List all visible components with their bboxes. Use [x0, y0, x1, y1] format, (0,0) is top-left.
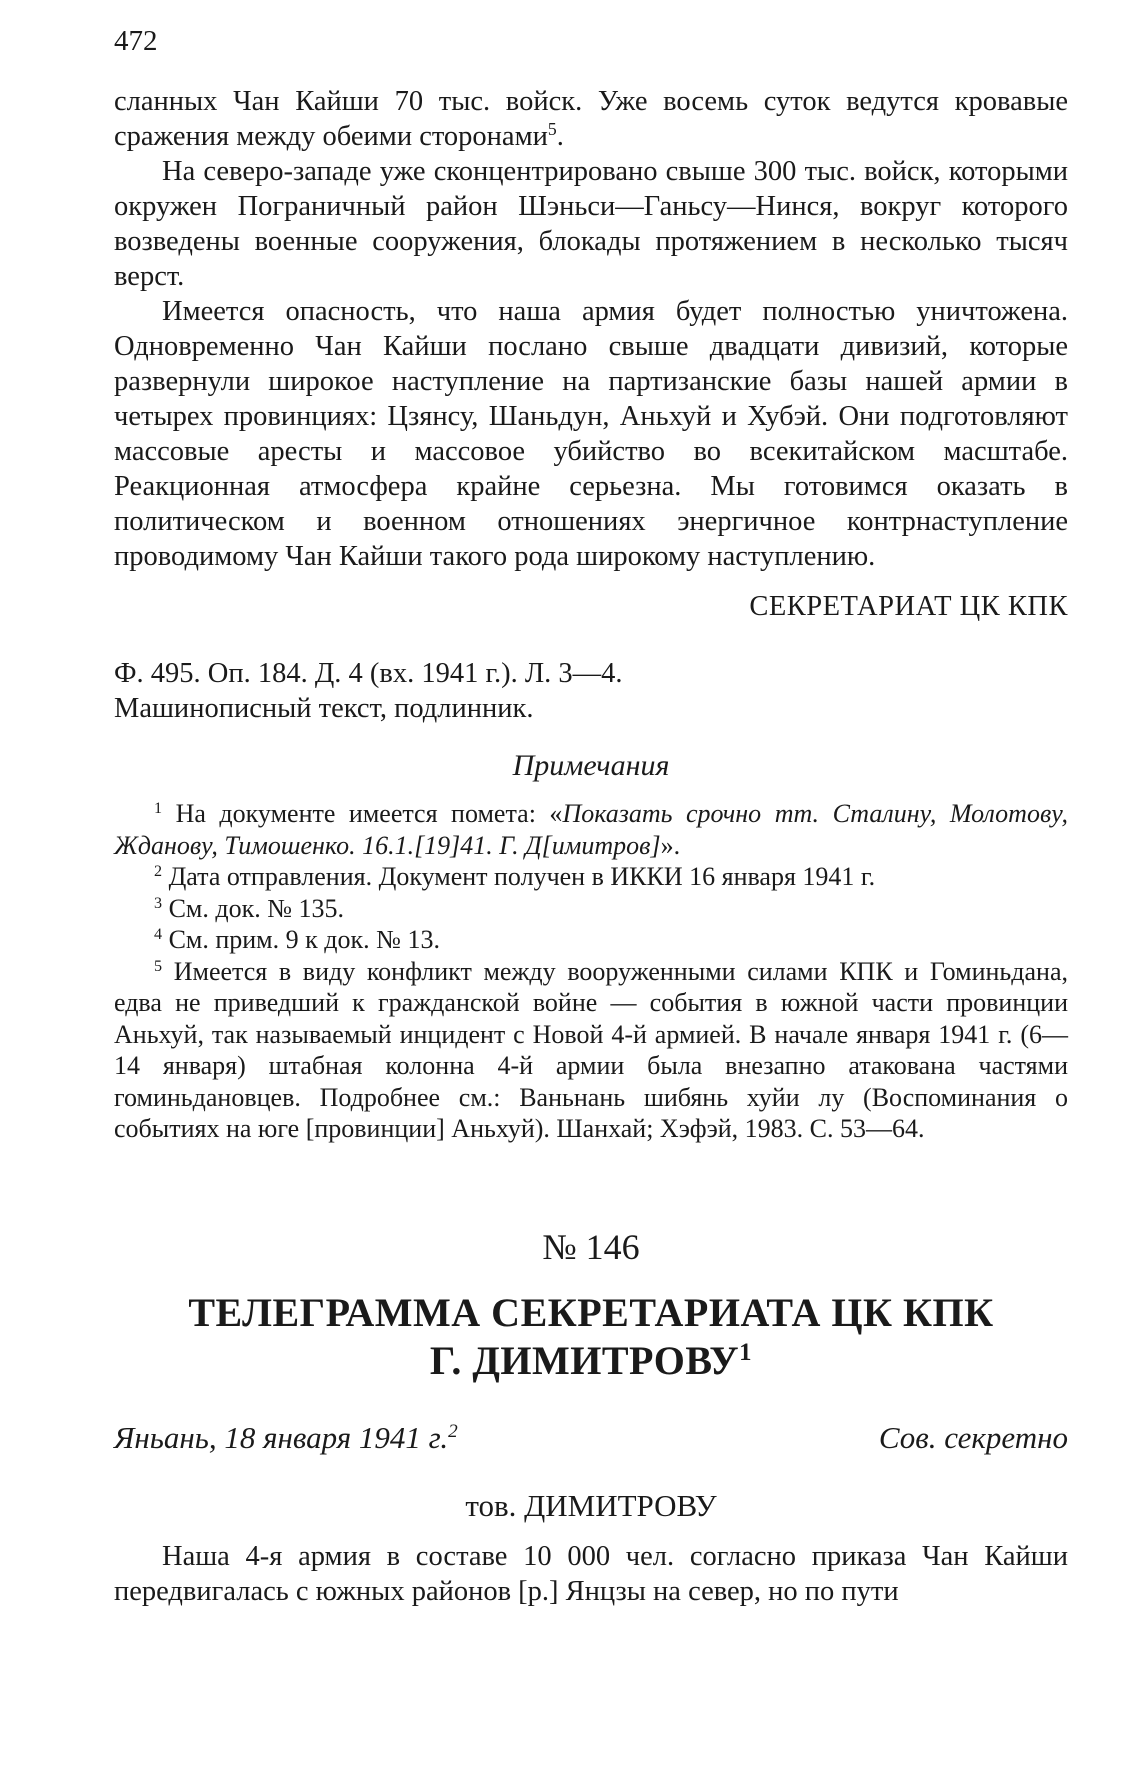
note-4-number: 4 — [154, 926, 163, 944]
title-footnote-ref: 1 — [739, 1338, 753, 1366]
note-1 — [114, 798, 1068, 861]
signature: СЕКРЕТАРИАТ ЦК КПК — [749, 591, 1068, 622]
note-1-number: 1 — [154, 800, 163, 818]
document-title-line-2 — [114, 1337, 1068, 1385]
note-5 — [114, 956, 1068, 1145]
note-3-text: См. док. № 135. — [168, 893, 345, 923]
note-1-tail: ». — [660, 830, 681, 860]
document-title — [114, 1289, 1068, 1385]
archive-reference — [114, 656, 1068, 726]
note-4 — [114, 924, 1068, 956]
notes-title: Примечания — [512, 749, 670, 782]
paragraph-1 — [114, 84, 1068, 154]
classification: Сов. секретно — [878, 1419, 1068, 1455]
document-title-line-1: ТЕЛЕГРАММА СЕКРЕТАРИАТА ЦК КПК — [188, 1289, 994, 1335]
paragraph-1-text: сланных Чан Кайши 70 тыс. войск. Уже восемь суток ведутся кровавые сражения между обеими сторонами — [114, 86, 1068, 152]
archive-ref-line: Ф. 495. Оп. 184. Д. 4 (вх. 1941 г.). Л. 3—4. — [114, 658, 623, 689]
note-2 — [114, 861, 1068, 893]
document-number: № 146 — [542, 1226, 640, 1267]
archive-type-line: Машинописный текст, подлинник. — [114, 693, 534, 724]
document-meta — [114, 1419, 1068, 1457]
document-body-paragraph: Наша 4-я армия в составе 10 000 чел. согласно приказа Чан Кайши передвигалась с южных районов [р.] Янцзы на север, но по пути — [114, 1540, 1068, 1607]
document-body — [114, 1539, 1068, 1609]
note-5-number: 5 — [154, 957, 163, 975]
note-2-text: Дата отправления. Документ получен в ИККИ 16 января 1941 г. — [168, 862, 876, 891]
footnote-ref-5: 5 — [547, 119, 557, 140]
note-1-text: На документе имеется помета: « — [175, 799, 563, 828]
note-3-number: 3 — [154, 894, 163, 912]
addressee: тов. ДИМИТРОВУ — [465, 1487, 717, 1523]
notes-list — [114, 798, 1068, 1145]
note-4-text: См. прим. 9 к док. № 13. — [168, 925, 440, 954]
note-1-italic: Показать срочно тт. Сталину, Молотову, Жданову, Тимошенко. 16.1.[19]41. Г. Д[имитров] — [114, 799, 1068, 860]
note-5-text: Имеется в виду конфликт между вооруженными силами КПК и Гоминьдана, едва не приведший к гражданской войне — события в южной части провинции Аньхуй, так называемый инцидент с Новой 4-й армией. В начале января 1941 г. (6—14 января) штабная колонна 4-й армии была внезапно атакована частями гоминьдановцев. Подробнее см.: Ваньнань шибянь хуйи лу (Воспоминания о событиях на юге [провинции] Аньхуй). Шанхай; Хэфэй, 1983. С. 53—64. — [114, 956, 1068, 1143]
continuation-text — [114, 84, 1068, 574]
place-date-text: Яньань, 18 января 1941 г. — [114, 1419, 449, 1455]
date-footnote-ref: 2 — [448, 1420, 458, 1442]
place-date — [114, 1419, 458, 1457]
note-3 — [114, 893, 1068, 925]
page-number: 472 — [114, 25, 158, 57]
paragraph-2: На северо-западе уже сконцентрировано свыше 300 тыс. войск, которыми окружен Пограничный район Шэньси—Ганьсу—Нинся, вокруг которого возведены военные сооружения, блокады протяжением в несколько тысяч верст. — [114, 156, 1068, 292]
document-page — [114, 24, 1068, 1609]
paragraph-1-tail: . — [556, 121, 564, 152]
note-2-number: 2 — [154, 863, 163, 881]
paragraph-3: Имеется опасность, что наша армия будет полностью уничтожена. Одновременно Чан Кайши послано свыше двадцати дивизий, которые развернули широкое наступление на партизанские базы нашей армии в четырех провинциях: Цзянсу, Шаньдун, Аньхуй и Хубэй. Они подготовляют массовые аресты и массовое убийство во всекитайском масштабе. Реакционная атмосфера крайне серьезна. Мы готовимся оказать в политическом и военном отношениях энергичное контрнаступление проводимому Чан Кайши такого рода широкому наступлению. — [114, 296, 1068, 572]
document-title-line-2-text: Г. ДИМИТРОВУ — [429, 1337, 740, 1383]
